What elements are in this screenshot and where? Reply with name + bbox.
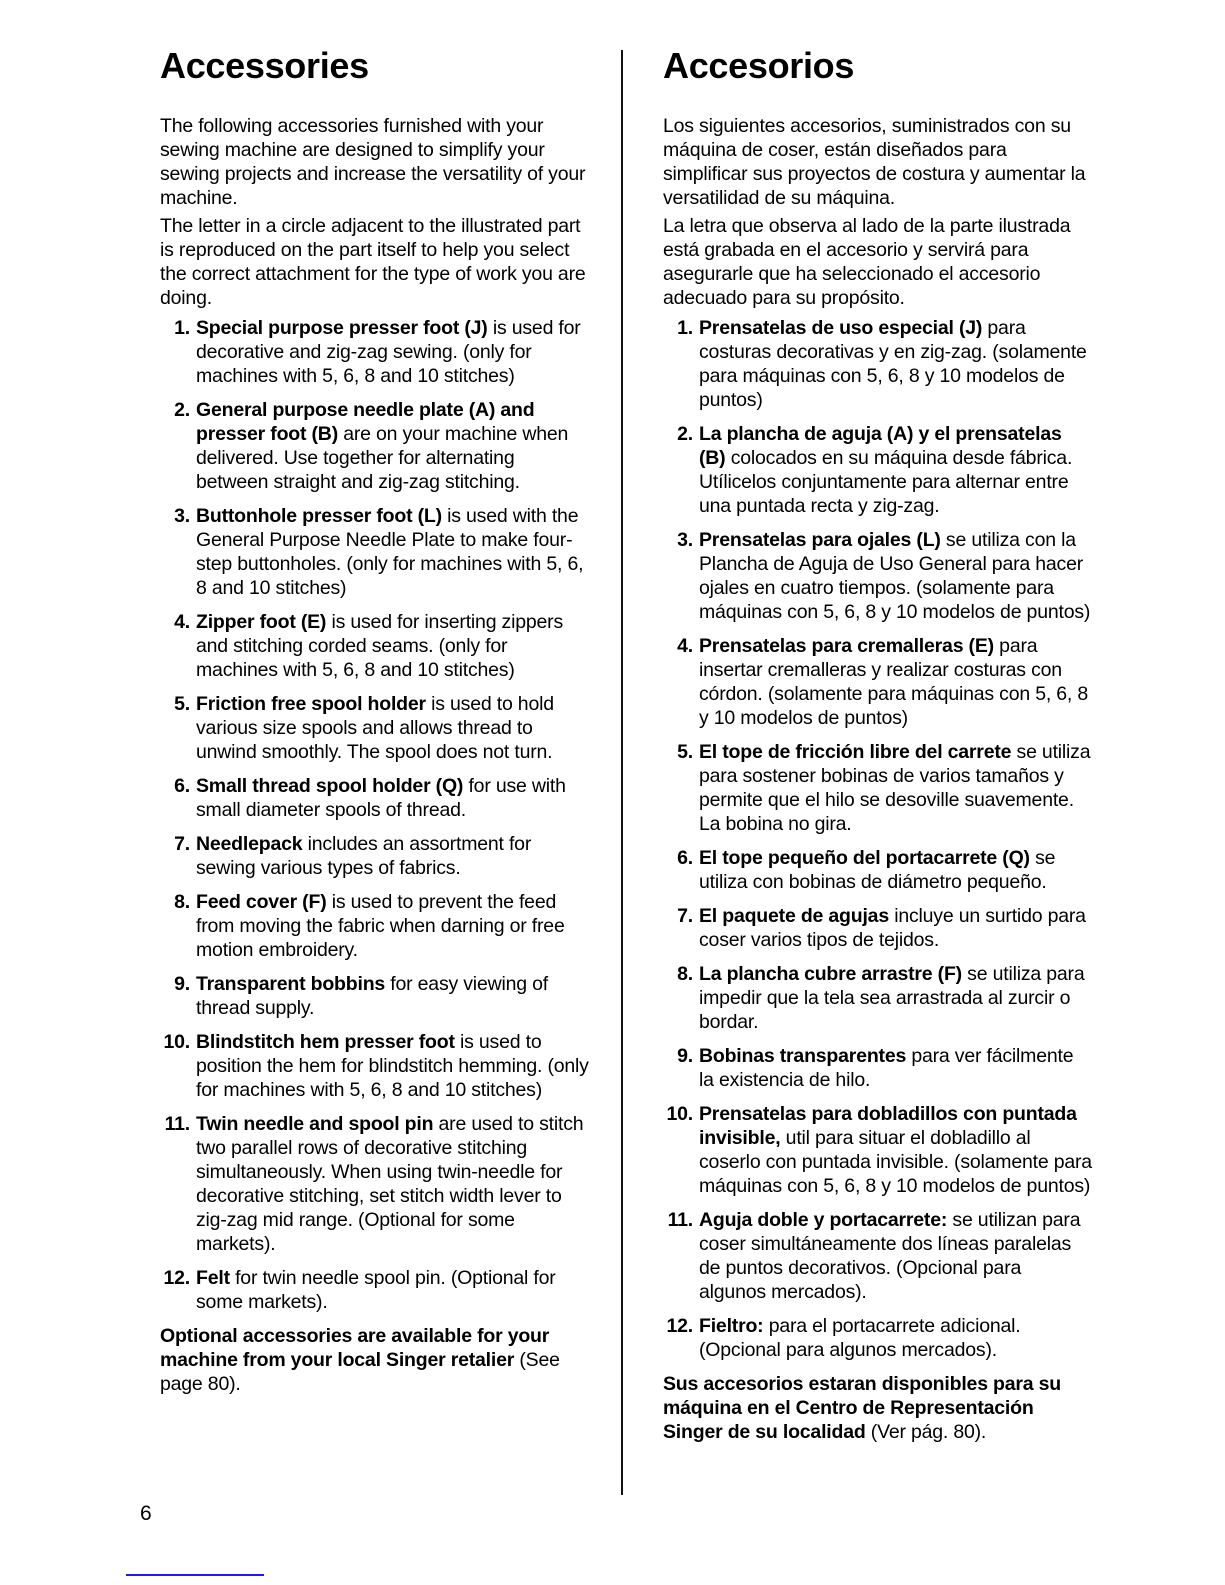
item-name: Prensatelas de uso especial (J) xyxy=(699,317,983,339)
item-description: para el portacarrete adicional. (Opcional para algunos mercados). xyxy=(699,1315,1021,1361)
list-item xyxy=(160,1030,590,1102)
item-number: 3. xyxy=(174,505,190,527)
note-text: (Ver pág. 80). xyxy=(865,1421,987,1443)
spanish-column xyxy=(663,40,1093,1448)
list-item xyxy=(160,774,590,822)
column-divider xyxy=(621,50,623,1495)
item-number: 4. xyxy=(677,635,693,657)
item-description: is used for decorative and zig-zag sewing. (only for machines with 5, 6, 8 and 10 stitches) xyxy=(196,317,581,387)
list-item xyxy=(663,634,1093,730)
item-description: for easy viewing of thread supply. xyxy=(196,973,548,1019)
list-item xyxy=(160,832,590,880)
item-number: 4. xyxy=(174,611,190,633)
intro-paragraph: Los siguientes accesorios, suministrados con su máquina de coser, están diseñados para simplificar sus proyectos de costura y aumentar la versatilidad de su máquina. xyxy=(663,115,1086,209)
accessory-list xyxy=(160,316,590,1314)
item-number: 12. xyxy=(163,1267,190,1289)
list-item xyxy=(160,398,590,494)
item-description: se utiliza con bobinas de diámetro pequeño. xyxy=(699,847,1056,893)
item-description: is used to hold various size spools and allows thread to unwind smoothly. The spool does not turn. xyxy=(196,693,554,763)
list-item xyxy=(663,422,1093,518)
item-number: 1. xyxy=(677,317,693,339)
item-name: Buttonhole presser foot (L) xyxy=(196,505,442,527)
item-number: 9. xyxy=(677,1045,693,1067)
optional-accessories-note xyxy=(663,1372,1093,1444)
item-name: El tope de fricción libre del carrete xyxy=(699,741,1012,763)
item-name: El tope pequeño del portacarrete (Q) xyxy=(699,847,1030,869)
item-description: is used to prevent the feed from moving the fabric when darning or free motion embroidery. xyxy=(196,891,565,961)
optional-accessories-note xyxy=(160,1324,590,1396)
item-description: is used with the General Purpose Needle Plate to make four-step buttonholes. (only for machines with 5, 6, 8 and 10 stitches) xyxy=(196,505,584,599)
page-title: Accessories xyxy=(160,45,369,86)
item-description: includes an assortment for sewing various types of fabrics. xyxy=(196,833,532,879)
item-name: La plancha cubre arrastre (F) xyxy=(699,963,962,985)
link-underline xyxy=(126,1574,264,1576)
item-number: 6. xyxy=(677,847,693,869)
list-item xyxy=(663,1314,1093,1362)
list-item xyxy=(160,610,590,682)
english-column xyxy=(160,40,590,1400)
item-name: Aguja doble y portacarrete: xyxy=(699,1209,948,1231)
item-description: para ver fácilmente la existencia de hilo. xyxy=(699,1045,1074,1091)
item-name: Twin needle and spool pin xyxy=(196,1113,434,1135)
list-item xyxy=(663,1208,1093,1304)
item-description: is used for inserting zippers and stitching corded seams. (only for machines with 5, 6, 8 and 10 stitches) xyxy=(196,611,564,681)
page-number: 6 xyxy=(140,1502,152,1525)
page-title: Accesorios xyxy=(663,45,855,86)
item-number: 8. xyxy=(677,963,693,985)
item-description: para insertar cremalleras y realizar costuras con córdon. (solamente para máquinas con 5, 6, 8 y 10 modelos de puntos) xyxy=(699,635,1089,729)
list-item xyxy=(663,904,1093,952)
item-number: 2. xyxy=(677,423,693,445)
item-number: 7. xyxy=(677,905,693,927)
item-description: is used to position the hem for blindstitch hemming. (only for machines with 5, 6, 8 and 10 stitches) xyxy=(196,1031,589,1101)
item-name: Special purpose presser foot (J) xyxy=(196,317,488,339)
item-number: 7. xyxy=(174,833,190,855)
item-name: Transparent bobbins xyxy=(196,973,386,995)
list-item xyxy=(663,846,1093,894)
item-name: El paquete de agujas xyxy=(699,905,889,927)
item-name: Friction free spool holder xyxy=(196,693,426,715)
item-number: 10. xyxy=(163,1031,190,1053)
list-item xyxy=(663,316,1093,412)
item-name: La plancha de aguja (A) y el prensatelas (B) xyxy=(699,423,1062,469)
item-name: Felt xyxy=(196,1267,230,1289)
list-item xyxy=(160,692,590,764)
item-description: for use with small diameter spools of thread. xyxy=(196,775,566,821)
item-name: Needlepack xyxy=(196,833,303,855)
note-text: (See page 80). xyxy=(160,1349,560,1395)
item-name: Blindstitch hem presser foot xyxy=(196,1031,455,1053)
item-name: Prensatelas para cremalleras (E) xyxy=(699,635,994,657)
item-number: 6. xyxy=(174,775,190,797)
item-number: 2. xyxy=(174,399,190,421)
item-description: are used to stitch two parallel rows of decorative stitching simultaneously. When using twin-needle for decorative stitching, set stitch width lever to zig-zag mid range. (Optional for some markets). xyxy=(196,1113,584,1255)
item-number: 5. xyxy=(174,693,190,715)
list-item xyxy=(663,1044,1093,1092)
note-bold: Optional accessories are available for your machine from your local Singer retalier xyxy=(160,1325,550,1371)
item-number: 3. xyxy=(677,529,693,551)
item-description: colocados en su máquina desde fábrica. Utílicelos conjuntamente para alternar entre una puntada recta y zig-zag. xyxy=(699,447,1073,517)
list-item xyxy=(663,740,1093,836)
accessory-list xyxy=(663,316,1093,1362)
list-item xyxy=(160,504,590,600)
item-number: 1. xyxy=(174,317,190,339)
item-name: Prensatelas para dobladillos con puntada invisible, xyxy=(699,1103,1077,1149)
list-item xyxy=(663,1102,1093,1198)
item-description: se utiliza para sostener bobinas de varios tamaños y permite que el hilo se desoville suavemente. La bobina no gira. xyxy=(699,741,1091,835)
item-name: Bobinas transparentes xyxy=(699,1045,907,1067)
intro-paragraph: La letra que observa al lado de la parte ilustrada está grabada en el accesorio y servirá para asegurarle que ha seleccionado el accesorio adecuado para su propósito. xyxy=(663,215,1071,309)
item-number: 11. xyxy=(667,1209,693,1231)
item-number: 10. xyxy=(666,1103,693,1125)
item-number: 5. xyxy=(677,741,693,763)
item-description: for twin needle spool pin. (Optional for some markets). xyxy=(196,1267,556,1313)
list-item xyxy=(663,962,1093,1034)
item-name: Fieltro: xyxy=(699,1315,764,1337)
item-description: se utiliza con la Plancha de Aguja de Uso General para hacer ojales en cuatro tiempos. (solamente para máquinas con 5, 6, 8 y 10 modelos de puntos) xyxy=(699,529,1091,623)
intro-paragraph: The following accessories furnished with your sewing machine are designed to simplify your sewing projects and increase the versatility of your machine. xyxy=(160,115,586,209)
item-name: Zipper foot (E) xyxy=(196,611,327,633)
list-item xyxy=(160,1112,590,1256)
item-description: incluye un surtido para coser varios tipos de tejidos. xyxy=(699,905,1086,951)
list-item xyxy=(160,972,590,1020)
item-name: Small thread spool holder (Q) xyxy=(196,775,464,797)
note-bold: Sus accesorios estaran disponibles para su máquina en el Centro de Representación Singer de su localidad xyxy=(663,1373,1062,1443)
item-name: Feed cover (F) xyxy=(196,891,327,913)
list-item xyxy=(160,1266,590,1314)
item-number: 12. xyxy=(666,1315,693,1337)
item-description: para costuras decorativas y en zig-zag. (solamente para máquinas con 5, 6, 8 y 10 modelos de puntos) xyxy=(699,317,1087,411)
item-description: util para situar el dobladillo al coserlo con puntada invisible. (solamente para máquinas con 5, 6, 8 y 10 modelos de puntos) xyxy=(699,1127,1092,1197)
list-item xyxy=(160,890,590,962)
list-item xyxy=(663,528,1093,624)
item-number: 11. xyxy=(164,1113,190,1135)
item-name: Prensatelas para ojales (L) xyxy=(699,529,941,551)
item-number: 9. xyxy=(174,973,190,995)
item-number: 8. xyxy=(174,891,190,913)
item-description: se utiliza para impedir que la tela sea arrastrada al zurcir o bordar. xyxy=(699,963,1085,1033)
list-item xyxy=(160,316,590,388)
item-name: General purpose needle plate (A) and presser foot (B) xyxy=(196,399,535,445)
item-description: se utilizan para coser simultáneamente dos líneas paralelas de puntos decorativos. (Opcional para algunos mercados). xyxy=(699,1209,1081,1303)
item-description: are on your machine when delivered. Use together for alternating between straight and zig-zag stitching. xyxy=(196,423,569,493)
intro-paragraph: The letter in a circle adjacent to the illustrated part is reproduced on the part itself to help you select the correct attachment for the type of work you are doing. xyxy=(160,215,586,309)
